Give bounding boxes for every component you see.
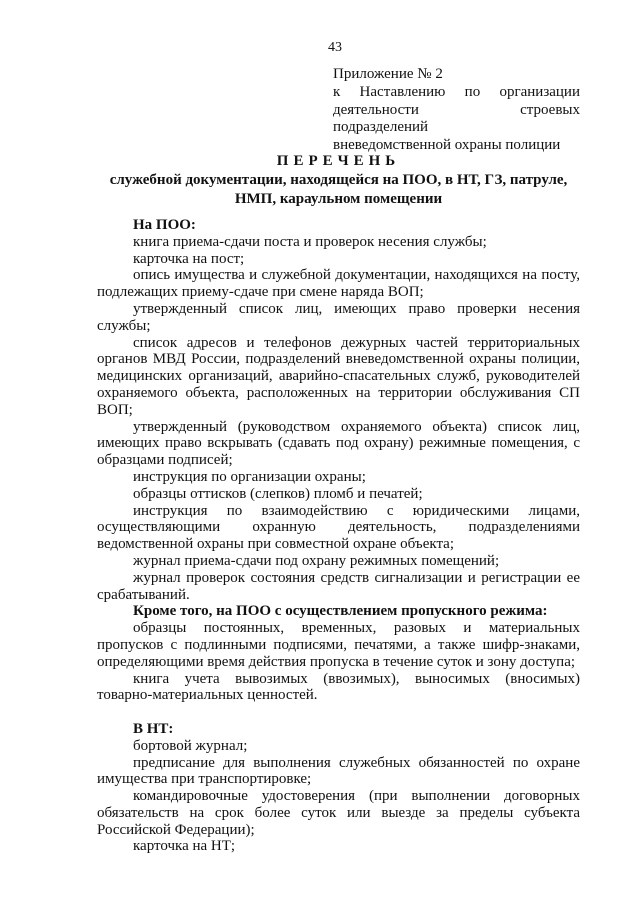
appendix-text-end: вневедомственной охраны полиции <box>333 137 561 154</box>
appendix-number: Приложение № 2 <box>333 66 443 82</box>
list-item: бортовой журнал; <box>133 737 248 754</box>
list-item: книга учета вывозимых (ввозимых), выносимых (вносимых) товарно-материальных ценностей. <box>97 670 580 704</box>
list-item: утвержденный список лиц, имеющих право проверки несения службы; <box>97 300 580 334</box>
list-item: командировочные удостоверения (при выполнении договорных обязательств на срок более суток или выезде за пределы субъекта Российской Федерации); <box>97 788 580 838</box>
title-subtitle-line1: служебной документации, находящейся на ПОО, в НТ, ГЗ, патруле, <box>109 172 568 188</box>
list-item: инструкция по организации охраны; <box>133 468 366 485</box>
list-item: утвержденный (руководством охраняемого объекта) список лиц, имеющих право вскрывать (сдавать под охрану) режимные помещения, с образцами подписей; <box>97 418 580 469</box>
list-item: предписание для выполнения служебных обязанностей по охране имущества при транспортировке; <box>97 754 580 788</box>
list-item: журнал проверок состояния средств сигнализации и регистрации ее срабатываний. <box>97 569 580 603</box>
list-item: карточка на пост; <box>133 250 245 267</box>
page-number: 43 <box>328 40 342 55</box>
list-item: книга приема-сдачи поста и проверок несения службы; <box>133 233 487 250</box>
document-title <box>95 152 582 209</box>
list-item: карточка на НТ; <box>133 838 236 855</box>
document-body <box>97 217 580 855</box>
title-heading: ПЕРЕЧЕНЬ <box>276 153 401 169</box>
appendix-reference <box>333 66 580 155</box>
section-heading: Кроме того, на ПОО с осуществлением пропускного режима: <box>133 603 548 620</box>
list-item: образцы оттисков (слепков) пломб и печатей; <box>133 485 423 502</box>
section-heading: В НТ: <box>133 720 174 737</box>
list-item: журнал приема-сдачи под охрану режимных помещений; <box>133 552 500 569</box>
title-subtitle-line2: НМП, караульном помещении <box>234 191 443 207</box>
appendix-text: к Наставлению по организации деятельности строевых подразделений <box>333 83 580 136</box>
list-item: опись имущества и служебной документации, находящихся на посту, подлежащих приему-сдаче при смене наряда ВОП; <box>97 267 580 301</box>
list-item: образцы постоянных, временных, разовых и материальных пропусков с подлинными подписями, печатями, а также шифр-знаками, определяющими время действия пропуска в течение суток и зону доступа; <box>97 620 580 670</box>
list-item: список адресов и телефонов дежурных частей территориальных органов МВД России, подразделений вневедомственной охраны полиции, медицинских организаций, аварийно-спасательных служб, руководителей охраняемого объекта, расположенных на территории обслуживания СП ВОП; <box>97 334 580 418</box>
section-heading: На ПОО: <box>133 217 196 233</box>
list-item: инструкция по взаимодействию с юридическими лицами, осуществляющими охранную деятельность, подразделениями ведомственной охраны при совместной охране объекта; <box>97 502 580 553</box>
